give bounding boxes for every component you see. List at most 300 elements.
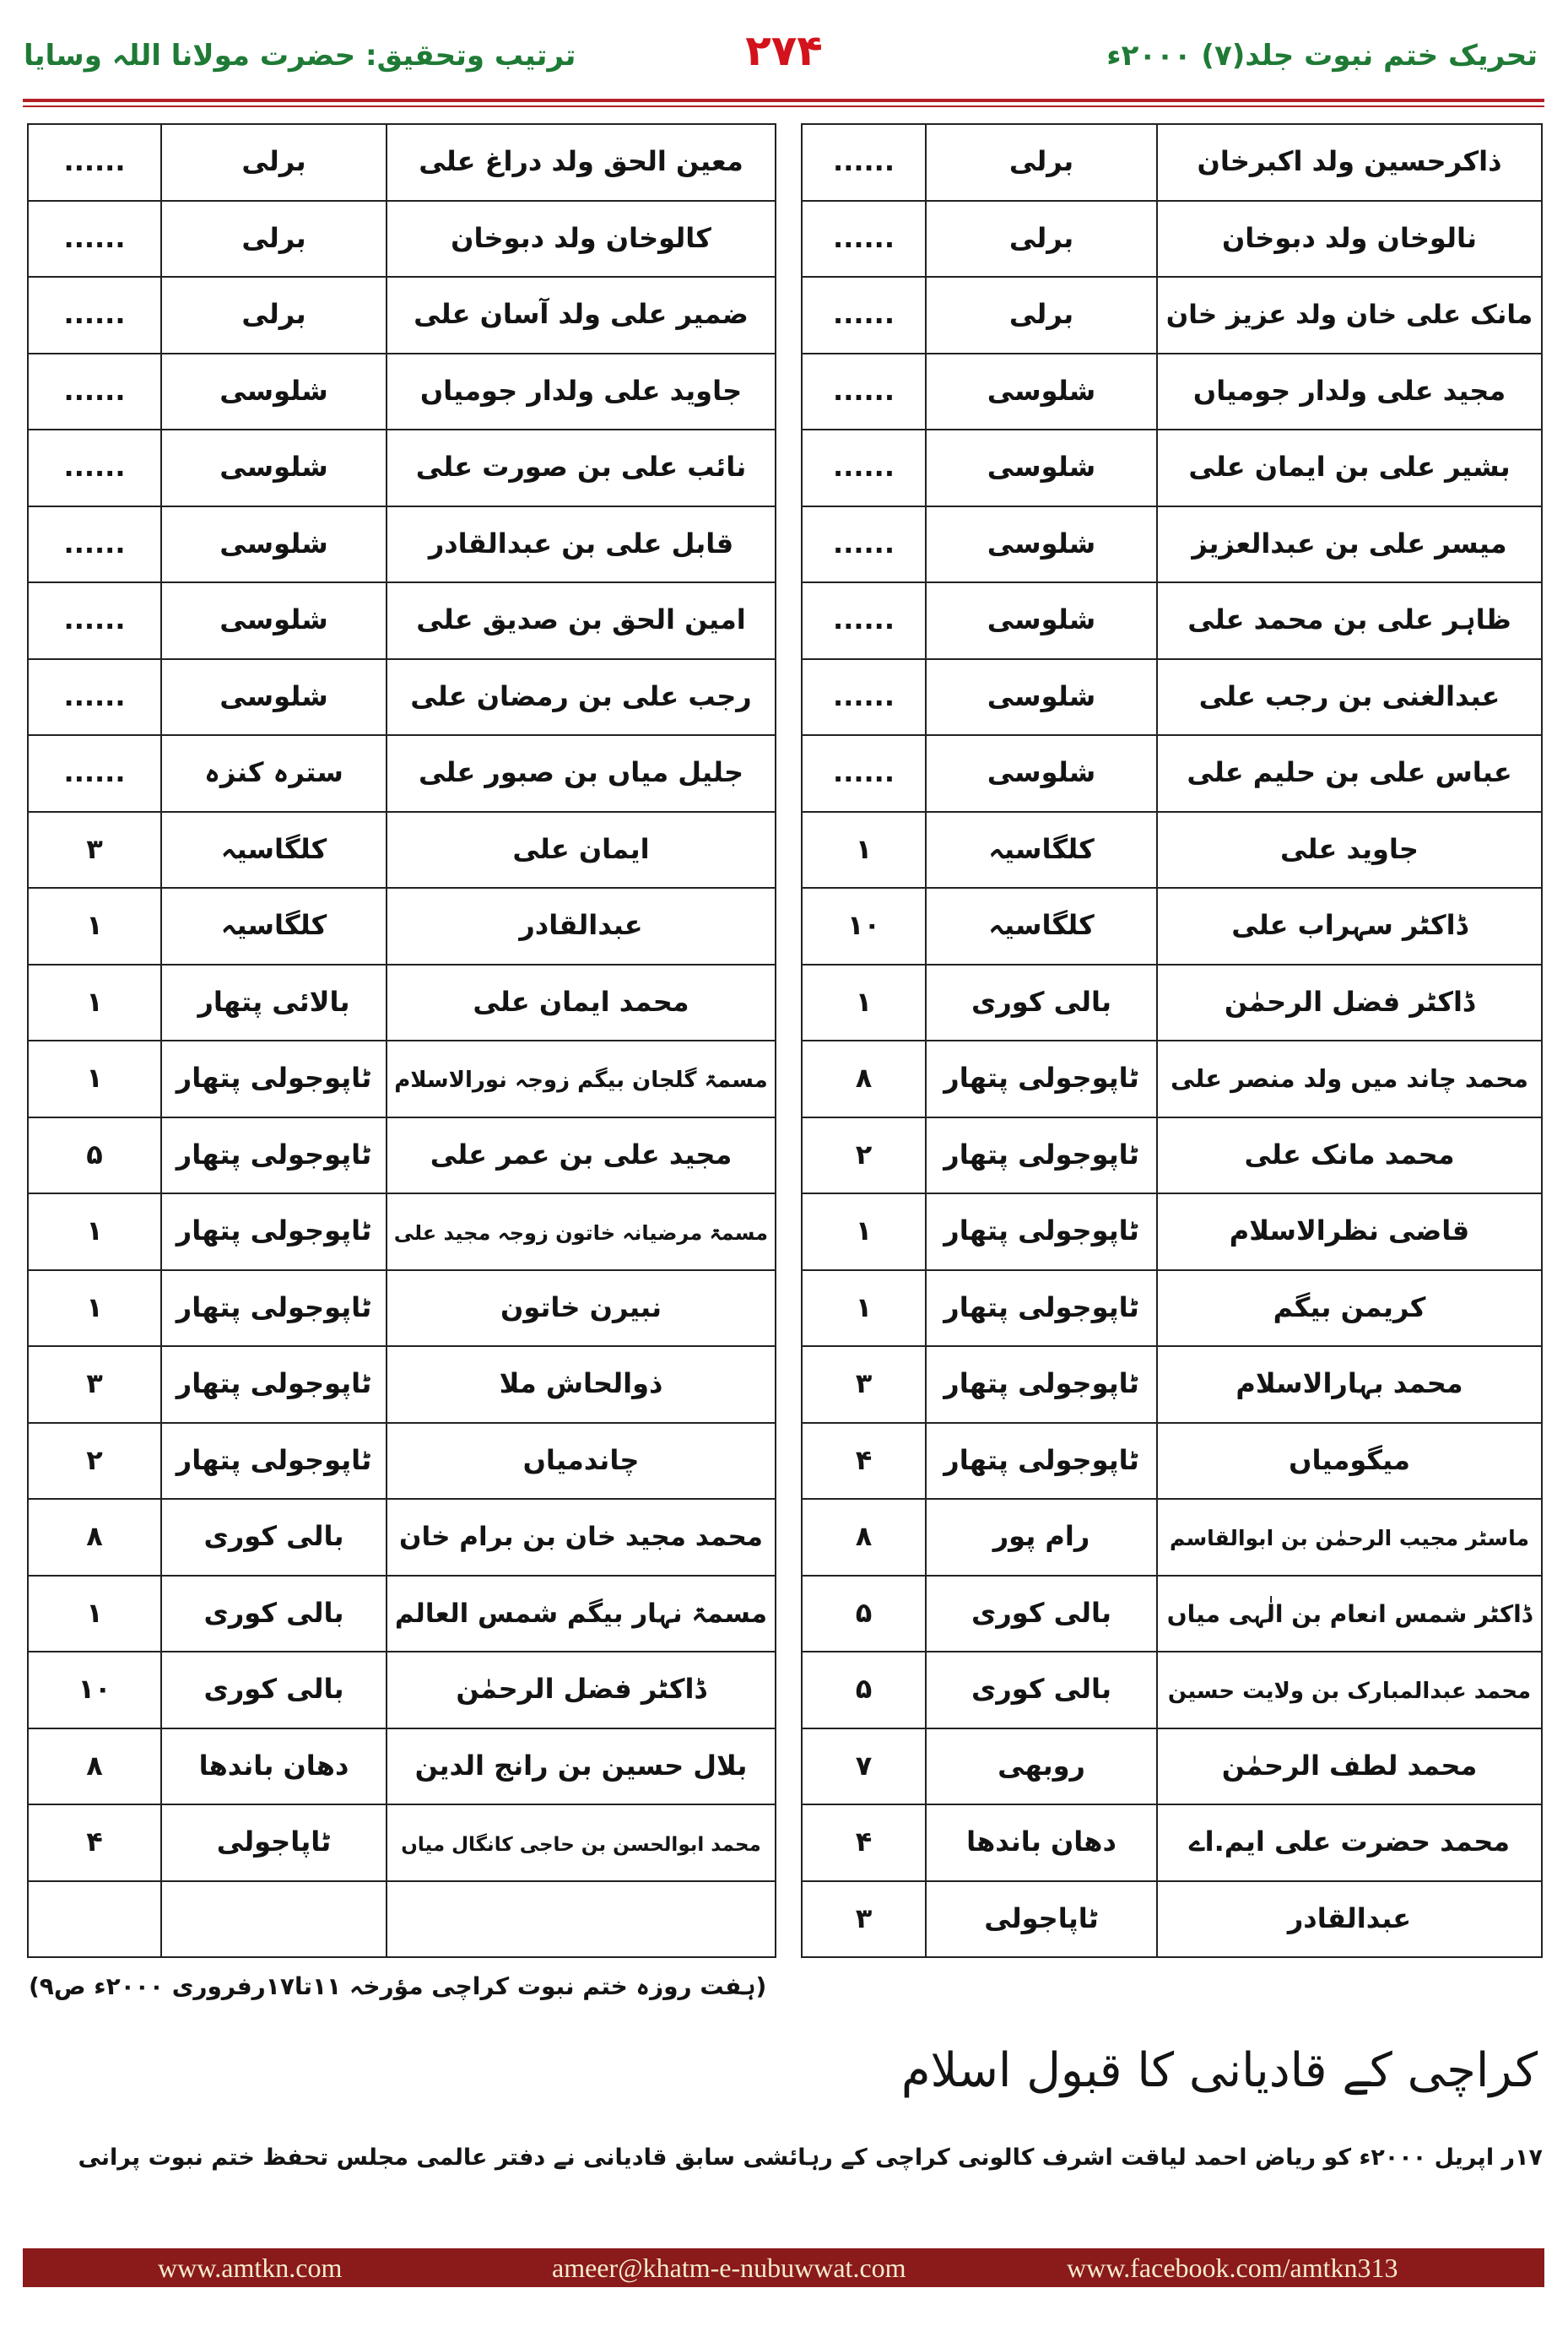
name-cell	[387, 1041, 776, 1117]
table-row	[802, 506, 1542, 583]
name-cell-text: ذاکرحسین ولد اکبرخان	[1197, 145, 1502, 178]
name-cell	[387, 965, 776, 1041]
count-cell	[28, 1270, 161, 1347]
table-row	[28, 124, 776, 201]
name-cell	[387, 354, 776, 430]
count-cell-text: ......	[833, 221, 895, 254]
count-cell	[802, 1270, 926, 1347]
count-cell-text: ۱	[86, 1290, 103, 1323]
name-cell-text: محمد بہارالاسلام	[1235, 1367, 1463, 1400]
count-cell-text: ۸	[855, 1062, 873, 1095]
place-cell-text: بالی کوری	[203, 1596, 344, 1629]
place-cell	[926, 1346, 1157, 1423]
count-cell	[28, 1804, 161, 1881]
name-cell	[1157, 659, 1542, 736]
count-cell	[802, 430, 926, 506]
count-cell-text: ۴	[86, 1825, 103, 1858]
place-cell	[926, 659, 1157, 736]
place-cell	[926, 506, 1157, 583]
table-row	[802, 1881, 1542, 1958]
table-row	[28, 582, 776, 659]
place-cell	[926, 1728, 1157, 1805]
place-cell	[161, 582, 387, 659]
name-cell	[1157, 1346, 1542, 1423]
count-cell	[802, 277, 926, 354]
count-cell-text: ۱۰	[78, 1673, 111, 1706]
count-cell	[28, 1117, 161, 1194]
count-cell	[28, 1346, 161, 1423]
place-cell	[926, 582, 1157, 659]
name-cell	[387, 1117, 776, 1194]
name-cell-text: مجید علی بن عمر علی	[430, 1138, 733, 1171]
name-cell-text: عبدالقادر	[1287, 1901, 1412, 1934]
place-cell	[161, 1499, 387, 1576]
place-cell	[161, 506, 387, 583]
table-row	[28, 1041, 776, 1117]
header-rule	[23, 99, 1544, 102]
name-cell	[1157, 1881, 1542, 1958]
place-cell-text: ٹاپاجولی	[216, 1825, 332, 1858]
table-row	[802, 430, 1542, 506]
count-cell-text: ......	[833, 298, 895, 331]
name-cell-text: نبیرن خاتون	[500, 1290, 662, 1323]
count-cell	[28, 1423, 161, 1500]
place-cell-text: بالی کوری	[971, 985, 1111, 1018]
name-cell-text: کریمن بیگم	[1273, 1290, 1426, 1323]
name-cell	[1157, 1804, 1542, 1881]
place-cell	[161, 277, 387, 354]
count-cell	[28, 735, 161, 812]
count-cell	[802, 1041, 926, 1117]
name-cell-text: بشیر علی بن ایمان علی	[1188, 451, 1511, 484]
place-cell	[926, 1881, 1157, 1958]
place-cell	[926, 1499, 1157, 1576]
count-cell	[28, 888, 161, 965]
count-cell-text: ۵	[855, 1596, 873, 1629]
name-cell	[1157, 430, 1542, 506]
place-cell	[161, 965, 387, 1041]
place-cell	[161, 1652, 387, 1728]
count-cell-text: ۱	[86, 1596, 103, 1629]
count-cell-text: ۱	[855, 1214, 873, 1247]
place-cell	[926, 1576, 1157, 1652]
name-cell-text: ماسٹر مجیب الرحمٰن بن ابوالقاسم	[1169, 1526, 1529, 1551]
count-cell-text: ۲	[855, 1138, 873, 1171]
name-cell	[387, 1576, 776, 1652]
name-cell	[387, 506, 776, 583]
table-row	[28, 1881, 776, 1958]
name-cell-text: امین الحق بن صدیق علی	[416, 603, 746, 636]
name-cell-text: میگومیاں	[1289, 1443, 1410, 1476]
data-table-right	[801, 123, 1543, 1958]
count-cell-text: ۱	[86, 985, 103, 1018]
place-cell-text: شلوسی	[987, 374, 1096, 407]
count-cell-text: ......	[63, 298, 126, 331]
place-cell	[161, 888, 387, 965]
table-row	[28, 1346, 776, 1423]
table-row	[802, 1804, 1542, 1881]
name-cell	[387, 1881, 776, 1958]
name-cell	[1157, 506, 1542, 583]
count-cell-text: ۱	[86, 1062, 103, 1095]
footer-facebook: www.facebook.com/amtkn313	[1067, 2253, 1398, 2283]
footer-bar	[23, 2248, 1544, 2287]
count-cell-text: ......	[63, 145, 126, 178]
place-cell-text: برلی	[1008, 145, 1074, 178]
footer-website: www.amtkn.com	[158, 2253, 343, 2283]
place-cell	[926, 124, 1157, 201]
name-cell	[1157, 735, 1542, 812]
name-cell-text: عبدالغنی بن رجب علی	[1198, 679, 1500, 712]
count-cell-text: ......	[63, 527, 126, 560]
table-row	[28, 1499, 776, 1576]
count-cell-text: ۱۰	[846, 909, 881, 942]
table-row	[28, 277, 776, 354]
table-row	[802, 1728, 1542, 1805]
count-cell-text: ۴	[855, 1825, 873, 1858]
place-cell-text: شلوسی	[219, 374, 328, 407]
count-cell	[28, 1499, 161, 1576]
place-cell-text: ٹاپوجولی پتھار	[176, 1214, 372, 1247]
table-row	[28, 1117, 776, 1194]
count-cell-text: ......	[833, 603, 895, 636]
place-cell-text: برلی	[241, 221, 306, 254]
count-cell	[802, 1193, 926, 1270]
table-row	[802, 201, 1542, 278]
place-cell-text: بالائی پتھار	[197, 985, 350, 1018]
place-cell-text: شلوسی	[219, 679, 328, 712]
place-cell-text: ٹاپوجولی پتھار	[944, 1290, 1139, 1323]
place-cell-text: شلوسی	[219, 451, 328, 484]
place-cell	[926, 430, 1157, 506]
name-cell	[387, 277, 776, 354]
name-cell-text: مانک علی خان ولد عزیز خان	[1165, 300, 1533, 331]
table-body	[802, 124, 1542, 1957]
footer-email: ameer@khatm-e-nubuwwat.com	[552, 2253, 906, 2283]
name-cell	[387, 888, 776, 965]
name-cell-text: ڈاکٹر فضل الرحمٰن	[1224, 985, 1475, 1018]
name-cell	[387, 1346, 776, 1423]
place-cell	[926, 1652, 1157, 1728]
place-cell-text: بالی کوری	[203, 1673, 344, 1706]
name-cell-text: کالوخان ولد دبوخان	[451, 221, 711, 254]
name-cell-text: محمد عبدالمبارک بن ولایت حسین	[1167, 1679, 1532, 1705]
table-row	[802, 124, 1542, 201]
name-cell	[1157, 354, 1542, 430]
place-cell-text: بالی کوری	[971, 1596, 1111, 1629]
name-cell	[1157, 124, 1542, 201]
name-cell-text: محمد مانک علی	[1244, 1138, 1455, 1171]
count-cell	[28, 812, 161, 889]
place-cell-text: ٹاپوجولی پتھار	[176, 1367, 372, 1400]
name-cell	[1157, 1193, 1542, 1270]
name-cell	[1157, 812, 1542, 889]
place-cell	[926, 1117, 1157, 1194]
name-cell-text: معین الحق ولد دراغ علی	[419, 145, 743, 178]
place-cell-text: شلوسی	[987, 679, 1096, 712]
count-cell	[28, 965, 161, 1041]
table-row	[802, 1193, 1542, 1270]
count-cell	[28, 124, 161, 201]
name-cell-text: چاندمیاں	[522, 1443, 640, 1476]
name-cell	[1157, 1117, 1542, 1194]
table-row	[28, 965, 776, 1041]
table-row	[802, 1270, 1542, 1347]
name-cell-text: ڈاکٹر شمس انعام بن الٰہی میاں	[1166, 1599, 1533, 1628]
count-cell	[802, 201, 926, 278]
name-cell-text: مسمۃ مرضیانہ خاتون زوجہ مجید علی	[393, 1221, 768, 1246]
count-cell	[28, 1652, 161, 1728]
place-cell-text: شلوسی	[987, 451, 1096, 484]
place-cell	[926, 201, 1157, 278]
name-cell	[387, 201, 776, 278]
count-cell-text: ۸	[86, 1749, 103, 1782]
name-cell-text: ذوالحاش ملا	[499, 1367, 663, 1400]
name-cell	[387, 735, 776, 812]
table-row	[802, 1041, 1542, 1117]
place-cell	[926, 735, 1157, 812]
table-row	[28, 1423, 776, 1500]
table-row	[802, 277, 1542, 354]
name-cell	[1157, 1652, 1542, 1728]
table-row	[28, 812, 776, 889]
count-cell	[28, 659, 161, 736]
place-cell	[926, 965, 1157, 1041]
place-cell	[926, 1041, 1157, 1117]
count-cell	[28, 1576, 161, 1652]
section-heading: کراچی کے قادیانی کا قبول اسلام	[900, 2043, 1538, 2098]
name-cell-text: میسر علی بن عبدالعزیز	[1192, 527, 1507, 560]
place-cell	[926, 1270, 1157, 1347]
place-cell-text: ٹاپوجولی پتھار	[944, 1138, 1139, 1171]
place-cell	[161, 430, 387, 506]
place-cell-text: شلوسی	[219, 603, 328, 636]
count-cell	[28, 201, 161, 278]
table-row	[802, 735, 1542, 812]
place-cell-text: روبھی	[998, 1749, 1085, 1782]
table-row	[802, 1576, 1542, 1652]
count-cell	[28, 354, 161, 430]
name-cell-text: محمد لطف الرحمٰن	[1221, 1749, 1478, 1782]
name-cell-text: محمد مجید خان بن برام خان	[399, 1522, 763, 1553]
place-cell	[926, 888, 1157, 965]
place-cell	[926, 812, 1157, 889]
count-cell-text: ......	[63, 603, 126, 636]
name-cell-text: نالوخان ولد دبوخان	[1221, 221, 1478, 254]
table-row	[802, 965, 1542, 1041]
place-cell-text: بالی کوری	[203, 1520, 344, 1553]
name-cell-text: قابل علی بن عبدالقادر	[428, 527, 734, 560]
name-cell	[387, 812, 776, 889]
place-cell	[161, 1728, 387, 1805]
name-cell	[1157, 888, 1542, 965]
place-cell	[161, 1881, 387, 1958]
table-row	[28, 430, 776, 506]
count-cell	[802, 1881, 926, 1958]
place-cell	[161, 1576, 387, 1652]
count-cell	[28, 1728, 161, 1805]
name-cell-text: رجب علی بن رمضان علی	[410, 679, 752, 712]
count-cell-text: ......	[63, 679, 126, 712]
page-number: ۲۷۴	[745, 26, 823, 75]
place-cell-text: ٹاپوجولی پتھار	[176, 1062, 372, 1095]
name-cell-text: ظاہر علی بن محمد علی	[1187, 603, 1511, 636]
name-cell	[387, 124, 776, 201]
count-cell-text: ......	[63, 756, 126, 789]
count-cell	[802, 124, 926, 201]
name-cell-text: قاضی نظرالاسلام	[1229, 1214, 1470, 1247]
count-cell	[28, 1041, 161, 1117]
count-cell-text: ۳	[855, 1367, 873, 1400]
count-cell	[28, 582, 161, 659]
place-cell	[926, 354, 1157, 430]
table-row	[28, 1652, 776, 1728]
name-cell	[387, 1804, 776, 1881]
name-cell-text: مسمۃ نہار بیگم شمس العالم	[394, 1598, 768, 1629]
count-cell-text: ......	[833, 145, 895, 178]
place-cell-text: ٹاپوجولی پتھار	[176, 1290, 372, 1323]
count-cell	[802, 582, 926, 659]
name-cell-text: محمد حضرت علی ایم.اے	[1188, 1825, 1511, 1858]
place-cell	[161, 354, 387, 430]
place-cell-text: ٹاپوجولی پتھار	[176, 1138, 372, 1171]
count-cell	[802, 735, 926, 812]
place-cell-text: کلگاسیہ	[988, 909, 1095, 942]
table-row	[28, 659, 776, 736]
name-cell	[387, 1270, 776, 1347]
count-cell	[802, 1728, 926, 1805]
name-cell	[387, 582, 776, 659]
place-cell	[161, 1423, 387, 1500]
place-cell	[161, 124, 387, 201]
place-cell	[161, 1193, 387, 1270]
book-title: تحریک ختم نبوت جلد(۷) ۲۰۰۰ء	[1106, 39, 1538, 73]
count-cell-text: ......	[833, 374, 895, 407]
place-cell-text: شلوسی	[987, 527, 1096, 560]
place-cell-text: ٹاپوجولی پتھار	[944, 1062, 1139, 1095]
count-cell	[28, 506, 161, 583]
place-cell-text: دھان باندھا	[198, 1749, 349, 1782]
body-paragraph	[24, 2137, 1543, 2174]
count-cell-text: ۳	[855, 1901, 873, 1934]
name-cell-text: جاوید علی ولدار جومیاں	[419, 374, 743, 407]
table-row	[802, 1346, 1542, 1423]
name-cell-text: ڈاکٹر فضل الرحمٰن	[456, 1673, 706, 1706]
place-cell-text: برلی	[1008, 298, 1074, 331]
place-cell-text: سترہ کنزہ	[204, 756, 343, 789]
place-cell-text: شلوسی	[987, 603, 1096, 636]
name-cell-text: محمد ایمان علی	[473, 985, 689, 1018]
place-cell	[926, 1423, 1157, 1500]
count-cell-text: ......	[833, 756, 895, 789]
name-cell	[1157, 1576, 1542, 1652]
place-cell-text: دھان باندھا	[966, 1825, 1117, 1858]
count-cell-text: ۲	[86, 1443, 103, 1476]
table-row	[802, 812, 1542, 889]
name-cell	[1157, 1270, 1542, 1347]
count-cell-text: ۵	[86, 1138, 103, 1171]
place-cell	[161, 1117, 387, 1194]
count-cell-text: ۱	[855, 832, 873, 865]
place-cell-text: ٹاپوجولی پتھار	[944, 1214, 1139, 1247]
table-row	[802, 1423, 1542, 1500]
name-cell	[1157, 965, 1542, 1041]
name-cell-text: بلال حسین بن رانج الدین	[414, 1749, 748, 1782]
name-cell	[387, 1193, 776, 1270]
table-row	[28, 1804, 776, 1881]
table-row	[28, 888, 776, 965]
name-cell	[1157, 1499, 1542, 1576]
place-cell-text: کلگاسیہ	[220, 909, 327, 942]
count-cell	[802, 354, 926, 430]
table-row	[802, 1117, 1542, 1194]
count-cell	[28, 1193, 161, 1270]
place-cell-text: ٹاپوجولی پتھار	[176, 1443, 372, 1476]
place-cell-text: ٹاپاجولی	[984, 1901, 1099, 1934]
name-cell-text: نائب علی بن صورت علی	[415, 451, 747, 484]
count-cell-text: ۸	[86, 1520, 103, 1553]
name-cell	[1157, 277, 1542, 354]
count-cell	[802, 1499, 926, 1576]
data-table-left	[27, 123, 776, 1958]
place-cell	[161, 1270, 387, 1347]
header-rule-thin	[23, 105, 1544, 107]
place-cell	[161, 1346, 387, 1423]
place-cell	[161, 735, 387, 812]
count-cell	[802, 965, 926, 1041]
name-cell	[387, 659, 776, 736]
table-row	[802, 1499, 1542, 1576]
place-cell-text: ٹاپوجولی پتھار	[944, 1443, 1139, 1476]
count-cell	[802, 1804, 926, 1881]
place-cell	[926, 1193, 1157, 1270]
place-cell	[161, 659, 387, 736]
name-cell-text: ایمان علی	[512, 832, 650, 865]
table-row	[28, 735, 776, 812]
count-cell	[28, 1881, 161, 1958]
count-cell	[802, 812, 926, 889]
count-cell	[28, 277, 161, 354]
table-row	[802, 888, 1542, 965]
table-row	[28, 1193, 776, 1270]
count-cell	[802, 659, 926, 736]
count-cell-text: ۱	[855, 985, 873, 1018]
name-cell	[387, 1423, 776, 1500]
place-cell-text: شلوسی	[987, 756, 1096, 789]
name-cell	[387, 1728, 776, 1805]
name-cell	[1157, 582, 1542, 659]
place-cell	[926, 277, 1157, 354]
table-row	[802, 582, 1542, 659]
place-cell-text: شلوسی	[219, 527, 328, 560]
place-cell-text: برلی	[1008, 221, 1074, 254]
place-cell-text: رام پور	[992, 1520, 1090, 1553]
name-cell-text: جاوید علی	[1280, 832, 1419, 865]
name-cell	[1157, 1041, 1542, 1117]
count-cell	[802, 1117, 926, 1194]
place-cell	[161, 1804, 387, 1881]
place-cell-text: بالی کوری	[971, 1673, 1111, 1706]
table-row	[802, 659, 1542, 736]
name-cell-text: عبدالقادر	[519, 909, 643, 942]
count-cell-text: ۱	[86, 1214, 103, 1247]
place-cell-text: کلگاسیہ	[988, 832, 1095, 865]
name-cell-text: مجید علی ولدار جومیاں	[1192, 374, 1506, 407]
count-cell-text: ۵	[855, 1673, 873, 1706]
name-cell	[1157, 1728, 1542, 1805]
body-paragraph-text: ۱۷ر اپریل ۲۰۰۰ء کو ریاض احمد لیاقت اشرف کالونی کراچی کے رہائشی سابق قادیانی نے دفتر عالمی مجلس تحفظ ختم نبوت پرانی	[78, 2145, 1543, 2171]
name-cell	[1157, 201, 1542, 278]
